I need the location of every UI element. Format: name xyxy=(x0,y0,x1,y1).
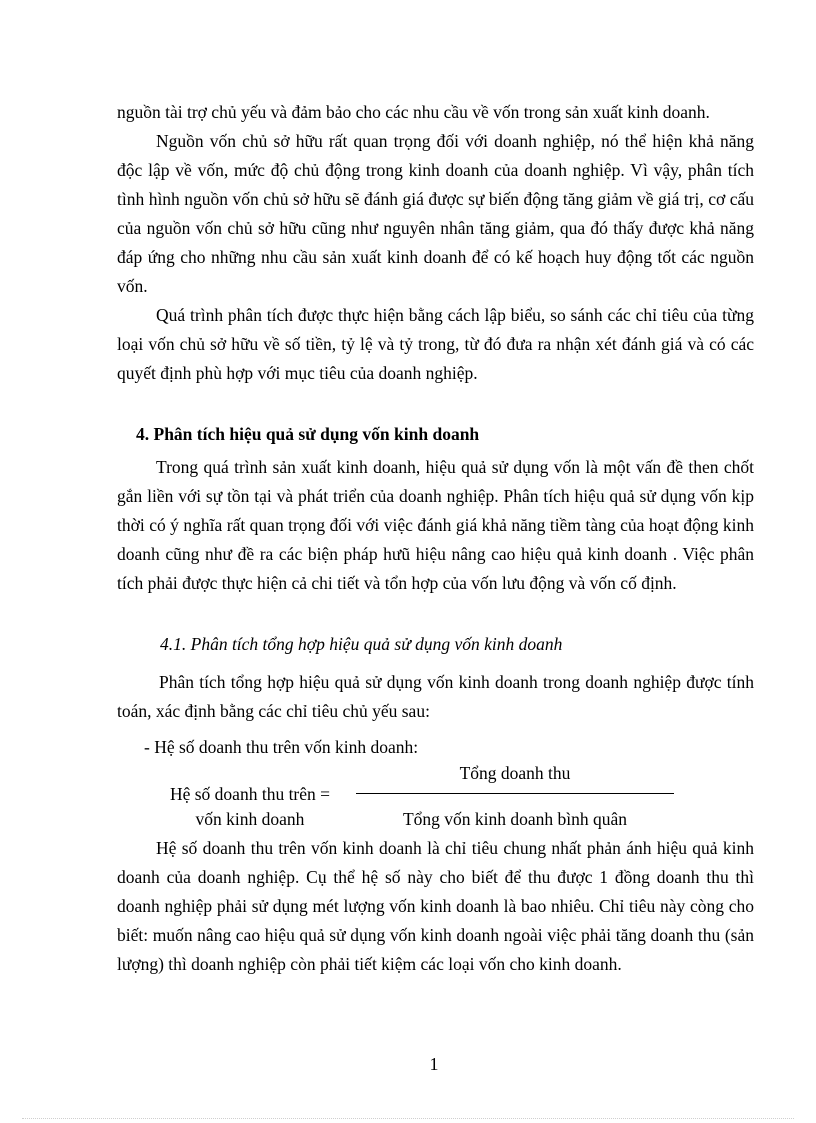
paragraph-capital-efficiency: Trong quá trình sản xuất kinh doanh, hiệu quả sử dụng vốn là một vấn đề then chốt gắn liền với sự tồn tại và phát triển của doanh nghiệp. Phân tích hiệu quả sử dụng vốn kịp thời có ý nghĩa rất quan trọng đối với việc đánh giá khả năng tiềm tàng của hoạt động kinh doanh cũng như đề ra các biện pháp hưũ hiệu nâng cao hiệu quả kinh doanh . Việc phân tích phải được thực hiện cả chi tiết và tổn hợp của vốn lưu động và vốn cố định. xyxy=(117,457,754,593)
paragraph-block-bottom xyxy=(117,834,754,979)
formula-denominator: Tổng vốn kinh doanh bình quân xyxy=(402,809,628,829)
paragraph-continuation: nguồn tài trợ chủ yếu và đảm bảo cho các nhu cầu về vốn trong sản xuất kinh doanh. xyxy=(117,102,710,122)
fraction-bar xyxy=(356,793,674,794)
subsection-heading-4-1: 4.1. Phân tích tổng hợp hiệu quả sử dụng vốn kinh doanh xyxy=(160,634,563,654)
paragraph-block-middle xyxy=(117,453,754,598)
paragraph-block-top xyxy=(117,98,754,388)
paragraph-block-summary xyxy=(117,668,754,726)
section-heading-4: 4. Phân tích hiệu quả sử dụng vốn kinh doanh xyxy=(136,424,480,444)
paragraph-ratio-explanation: Hệ số doanh thu trên vốn kinh doanh là chỉ tiêu chung nhất phản ánh hiệu quả kinh doanh của doanh nghiệp. Cụ thể hệ số này cho biết để thu được 1 đồng doanh thu thì doanh nghiệp phải sử dụng mét lượng vốn kinh doanh là bao nhiêu. Chỉ tiêu này còng cho biết: muốn nâng cao hiệu quả sử dụng vốn kinh doanh ngoài việc phải tăng doanh thu (sản lượng) thì doanh nghiệp còn phải tiết kiệm các loại vốn cho kinh doanh. xyxy=(117,838,754,974)
formula-label-line1: Hệ số doanh thu trên = xyxy=(169,784,331,804)
page-edge-divider xyxy=(22,1118,794,1119)
paragraph-summary-indicators: Phân tích tổng hợp hiệu quả sử dụng vốn kinh doanh trong doanh nghiệp được tính toán, xác định bằng các chỉ tiêu chủ yếu sau: xyxy=(117,672,754,721)
paragraph-equity-importance: Nguồn vốn chủ sở hữu rất quan trọng đối với doanh nghiệp, nó thể hiện khả năng độc lập về vốn, mức độ chủ động trong kinh doanh của doanh nghiệp. Vì vậy, phân tích tình hình nguồn vốn chủ sở hữu sẽ đánh giá được sự biến động tăng giảm về giá trị, cơ cấu của nguồn vốn chủ sở hữu cũng như nguyên nhân tăng giảm, qua đó thấy được khả năng đáp ứng cho những nhu cầu sản xuất kinh doanh để có kế hoạch huy động tốt các nguồn vốn. xyxy=(117,131,754,296)
formula-numerator: Tổng doanh thu xyxy=(459,763,571,783)
formula-label-line2: vốn kinh doanh xyxy=(195,809,305,829)
bullet-revenue-ratio: - Hệ số doanh thu trên vốn kinh doanh: xyxy=(144,737,419,757)
formula-label xyxy=(150,782,350,832)
paragraph-analysis-process: Quá trình phân tích được thực hiện bằng cách lập biểu, so sánh các chỉ tiêu của từng loại vốn chủ sở hữu về số tiền, tỷ lệ và tỷ trong, từ đó đưa ra nhận xét đánh giá và có các quyết định phù hợp với mục tiêu của doanh nghiệp. xyxy=(117,305,754,383)
page-number: 1 xyxy=(429,1054,439,1074)
